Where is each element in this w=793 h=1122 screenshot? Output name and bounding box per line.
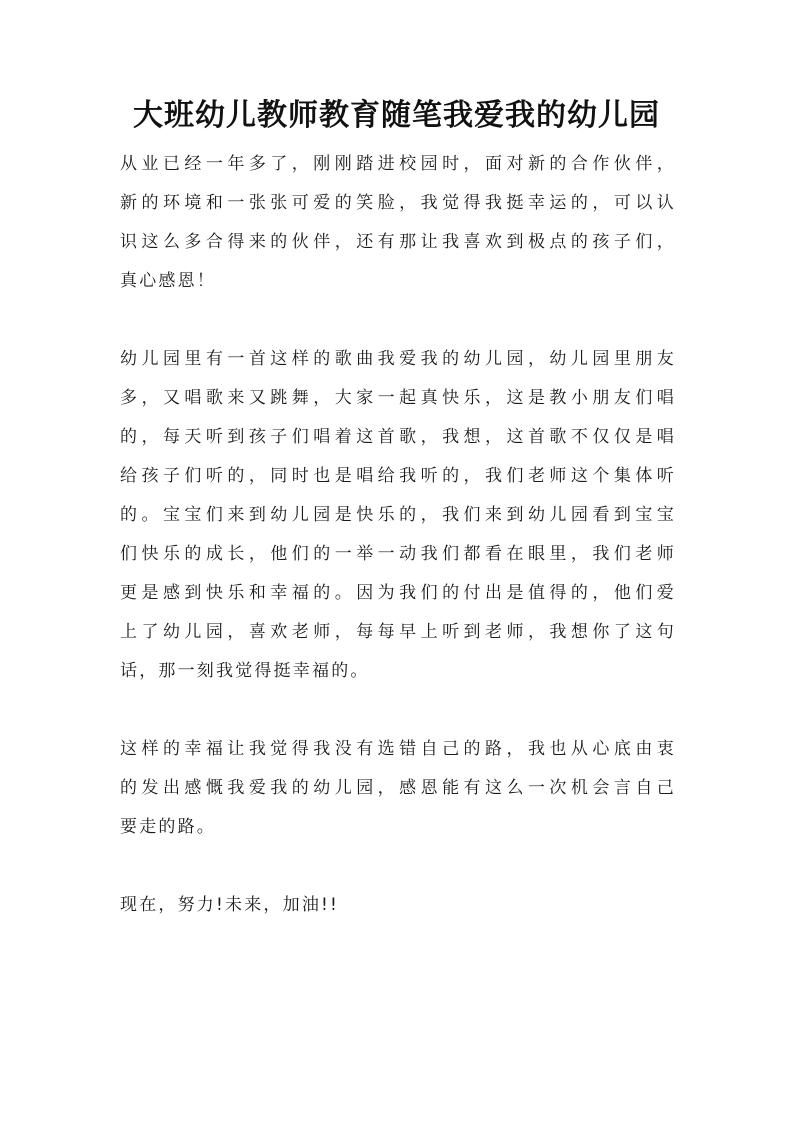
paragraph-line: 从业已经一年多了，刚刚踏进校园时，面对新的合作伙伴， [120,154,676,174]
paragraph-4 [120,886,676,925]
paragraph-line: 这样的幸福让我觉得我没有选错自己的路，我也从心底由衷 [120,739,676,759]
document-body [120,145,676,925]
paragraph-2 [120,340,676,691]
paragraph-line: 话，那一刻我觉得挺幸福的。 [120,661,370,681]
paragraph-line: 新的环境和一张张可爱的笑脸，我觉得我挺幸运的，可以认 [120,193,676,213]
paragraph-gap [120,301,676,340]
paragraph-gap [120,691,676,730]
paragraph-line: 幼儿园里有一首这样的歌曲我爱我的幼儿园，幼儿园里朋友 [120,349,676,369]
paragraph-line: 识这么多合得来的伙伴，还有那让我喜欢到极点的孩子们， [120,232,676,252]
paragraph-line: 给孩子们听的，同时也是唱给我听的，我们老师这个集体听 [120,466,676,486]
paragraph-line: 多，又唱歌来又跳舞，大家一起真快乐，这是教小朋友们唱 [120,388,676,408]
paragraph-gap [120,847,676,886]
paragraph-3 [120,730,676,847]
paragraph-line: 的发出感慨我爱我的幼儿园，感恩能有这么一次机会言自己 [120,778,676,798]
paragraph-line: 要走的路。 [120,817,216,837]
paragraph-line: 更是感到快乐和幸福的。因为我们的付出是值得的，他们爱 [120,583,676,603]
document-title: 大班幼儿教师教育随笔我爱我的幼儿园 [133,98,660,133]
paragraph-1 [120,145,676,301]
paragraph-line: 的，每天听到孩子们唱着这首歌，我想，这首歌不仅仅是唱 [120,427,676,447]
paragraph-line: 的。宝宝们来到幼儿园是快乐的，我们来到幼儿园看到宝宝 [120,505,676,525]
paragraph-line: 真心感恩！ [120,271,216,291]
paragraph-line: 现在，努力!未来，加油!! [120,895,340,915]
paragraph-line: 上了幼儿园，喜欢老师，每每早上听到老师，我想你了这句 [120,622,676,642]
paragraph-line: 们快乐的成长，他们的一举一动我们都看在眼里，我们老师 [120,544,676,564]
